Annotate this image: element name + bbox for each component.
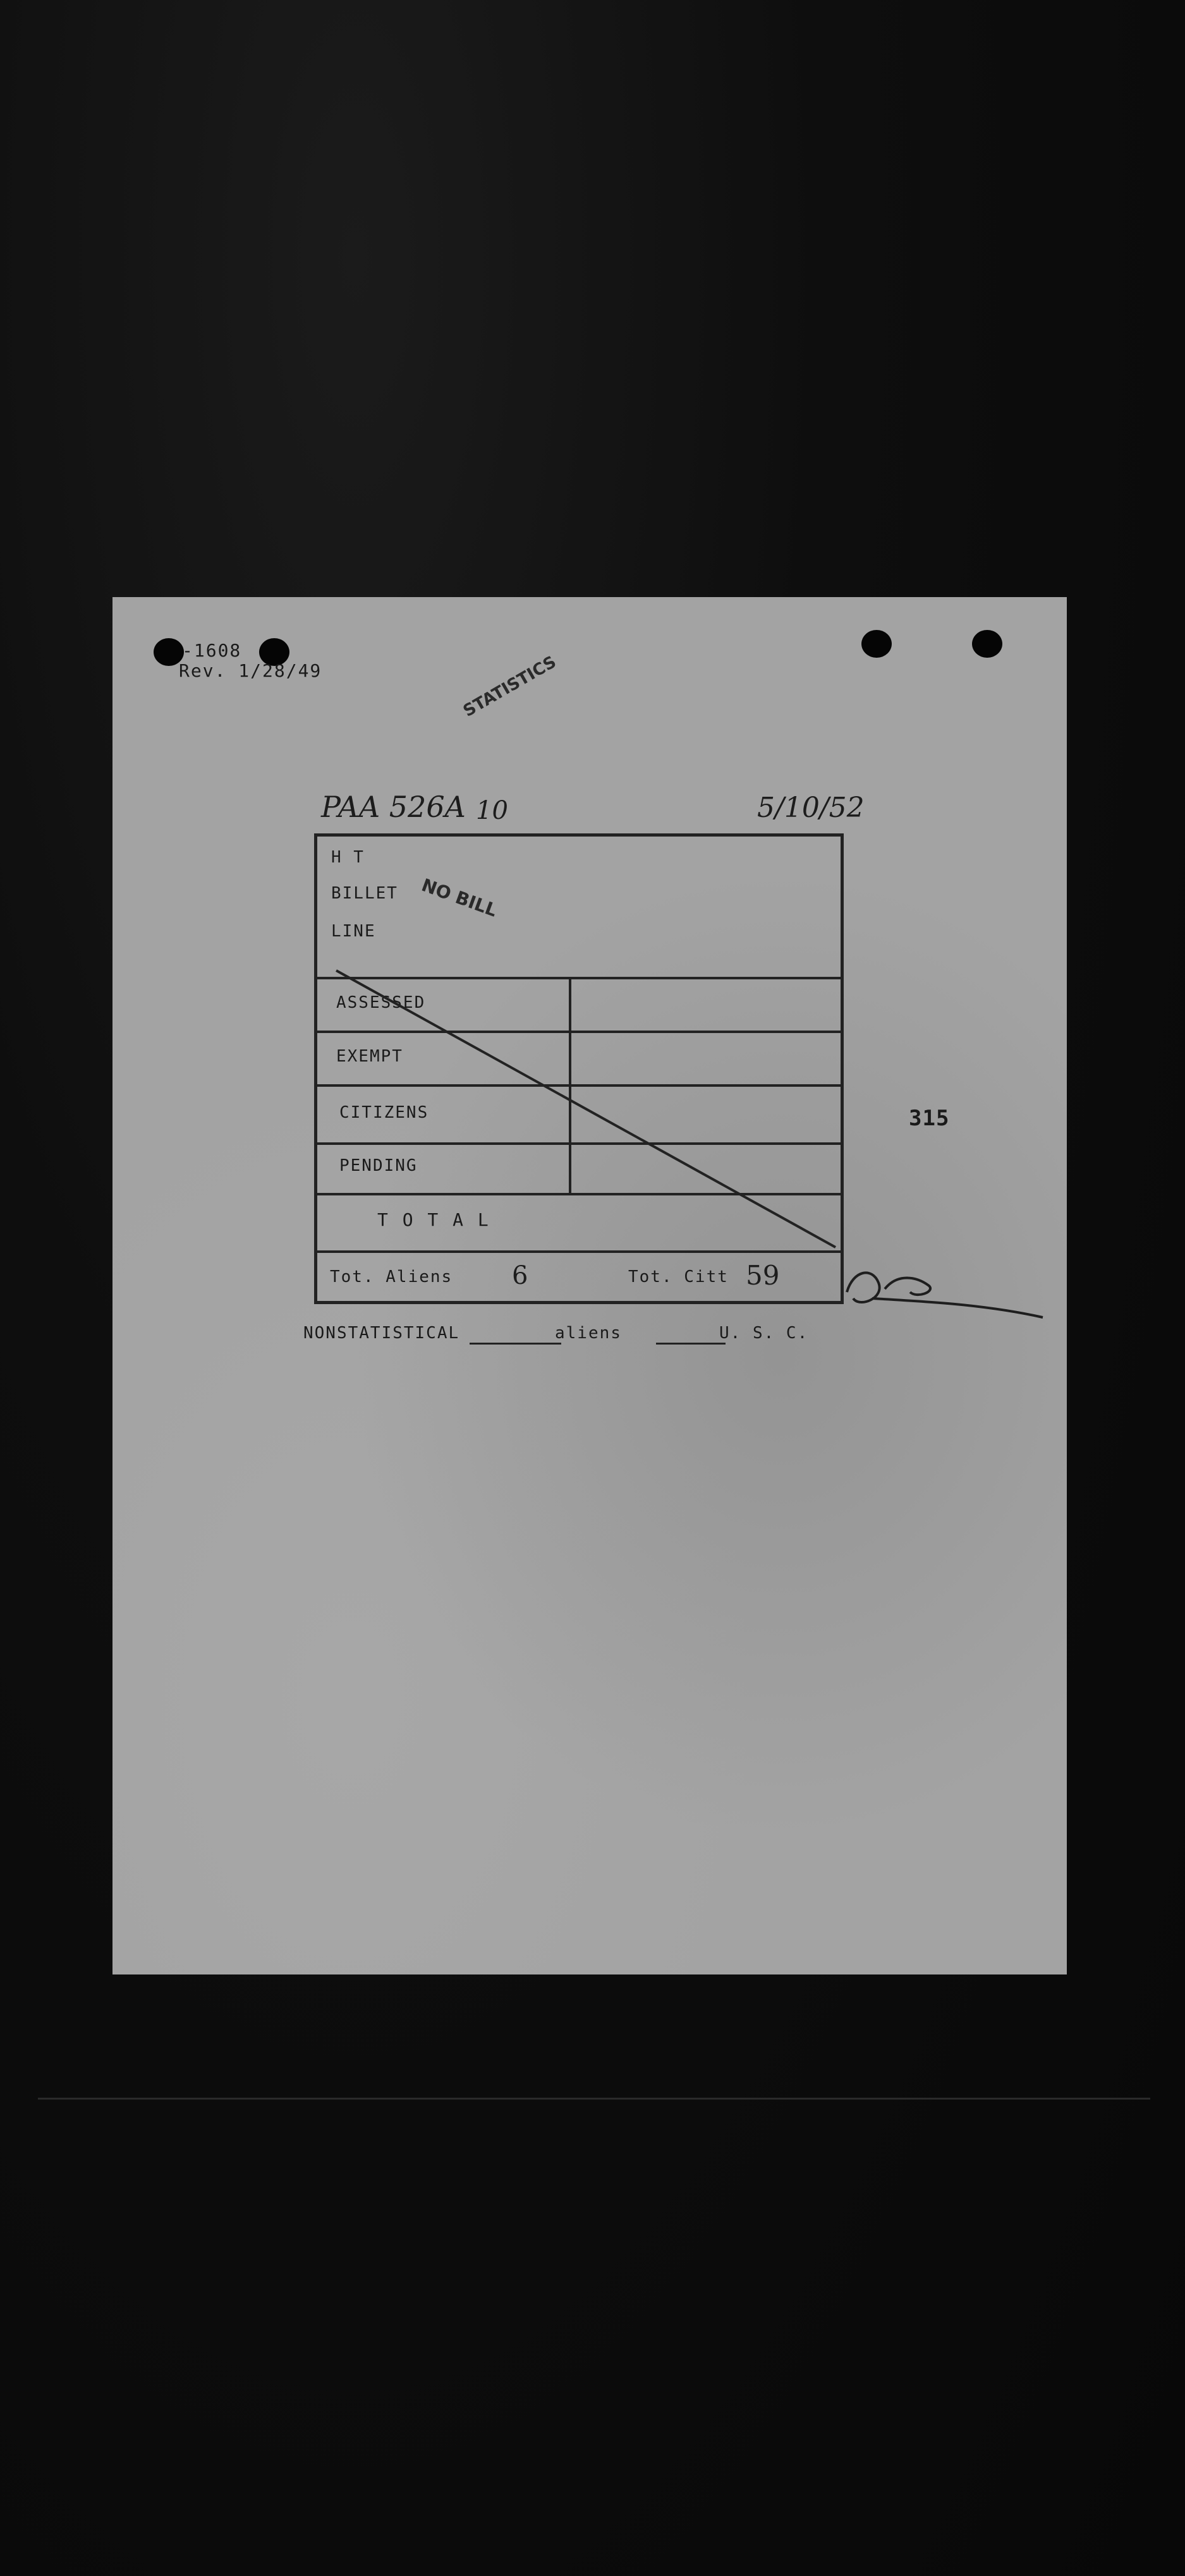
header-line-line: LINE bbox=[331, 922, 376, 941]
line-number: 10 bbox=[476, 796, 508, 825]
form-number: -1608 bbox=[182, 640, 242, 661]
row-label-citizens: CITIZENS bbox=[339, 1103, 429, 1122]
row-label-assessed: ASSESSED bbox=[336, 993, 426, 1012]
nonstatistical-blank bbox=[470, 1343, 561, 1345]
no-bill-stamp: NO BILL bbox=[418, 874, 500, 921]
strike-through-line bbox=[317, 837, 841, 1301]
aliens-blank bbox=[656, 1343, 726, 1345]
date-handwritten: 5/10/52 bbox=[757, 792, 865, 824]
initials-signature bbox=[834, 1254, 1055, 1336]
tot-citizens-value: 59 bbox=[746, 1260, 780, 1291]
row-label-exempt: EXEMPT bbox=[336, 1047, 403, 1066]
statistics-stamp: STATISTICS bbox=[460, 652, 560, 721]
tot-aliens-label: Tot. Aliens bbox=[330, 1267, 453, 1286]
punch-hole bbox=[861, 630, 892, 658]
usc-label: U. S. C. bbox=[719, 1324, 809, 1343]
total-label: T O T A L bbox=[377, 1209, 490, 1230]
flight-number: PAA 526A bbox=[321, 790, 466, 824]
aliens-label: aliens bbox=[555, 1324, 622, 1343]
film-edge-line bbox=[38, 2098, 1150, 2100]
row-label-pending: PENDING bbox=[339, 1156, 418, 1175]
tot-aliens-value: 6 bbox=[512, 1261, 528, 1290]
nonstatistical-label: NONSTATISTICAL bbox=[303, 1324, 460, 1343]
statistics-form-table bbox=[314, 833, 844, 1304]
header-line-billet: BILLET bbox=[331, 884, 398, 903]
punch-hole bbox=[972, 630, 1002, 658]
header-line-ht: H T bbox=[331, 848, 365, 867]
form-revision: Rev. 1/28/49 bbox=[179, 660, 322, 681]
tot-citizens-label: Tot. Citt bbox=[628, 1267, 729, 1286]
page-number: 315 bbox=[909, 1106, 950, 1131]
